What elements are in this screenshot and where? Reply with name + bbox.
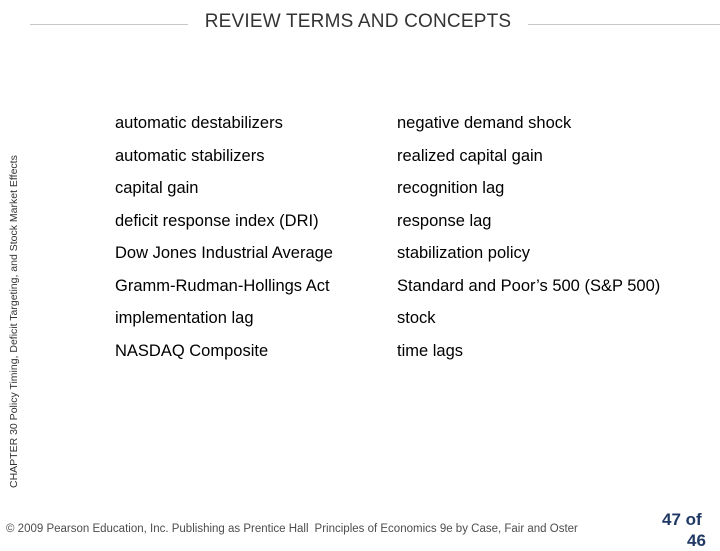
term-item: automatic destabilizers	[115, 114, 283, 132]
slide-title: REVIEW TERMS AND CONCEPTS	[204, 11, 512, 32]
title-rule-left	[30, 24, 188, 25]
term-item: Gramm-Rudman-Hollings Act	[115, 276, 330, 295]
title-rule-right	[528, 24, 720, 25]
term-item: recognition lag	[397, 179, 505, 197]
page-number: 47 of	[662, 510, 702, 529]
term-item: stock	[397, 309, 436, 327]
term-item: Dow Jones Industrial Average	[115, 244, 333, 262]
term-item: response lag	[397, 211, 492, 230]
footer	[6, 523, 578, 535]
term-item: realized capital gain	[397, 146, 543, 165]
term-item: stabilization policy	[397, 244, 530, 262]
page-total: 46	[687, 531, 706, 550]
footer-copyright: © 2009 Pearson Education, Inc. Publishing as Prentice Hall	[6, 523, 309, 535]
footer-book: Principles of Economics 9e by Case, Fair and Oster	[314, 523, 578, 535]
terms-grid	[115, 110, 715, 370]
chapter-side-label: CHAPTER 30 Policy Timing, Deficit Targeting, and Stock Market Effects	[8, 155, 20, 488]
term-item: automatic stabilizers	[115, 146, 265, 165]
term-item: negative demand shock	[397, 114, 572, 132]
term-item: capital gain	[115, 179, 199, 197]
term-item: deficit response index (DRI)	[115, 211, 319, 230]
term-item: time lags	[397, 341, 464, 360]
term-item: NASDAQ Composite	[115, 341, 269, 360]
term-item: Standard and Poor’s 500 (S&P 500)	[397, 276, 661, 295]
term-item: implementation lag	[115, 309, 254, 327]
